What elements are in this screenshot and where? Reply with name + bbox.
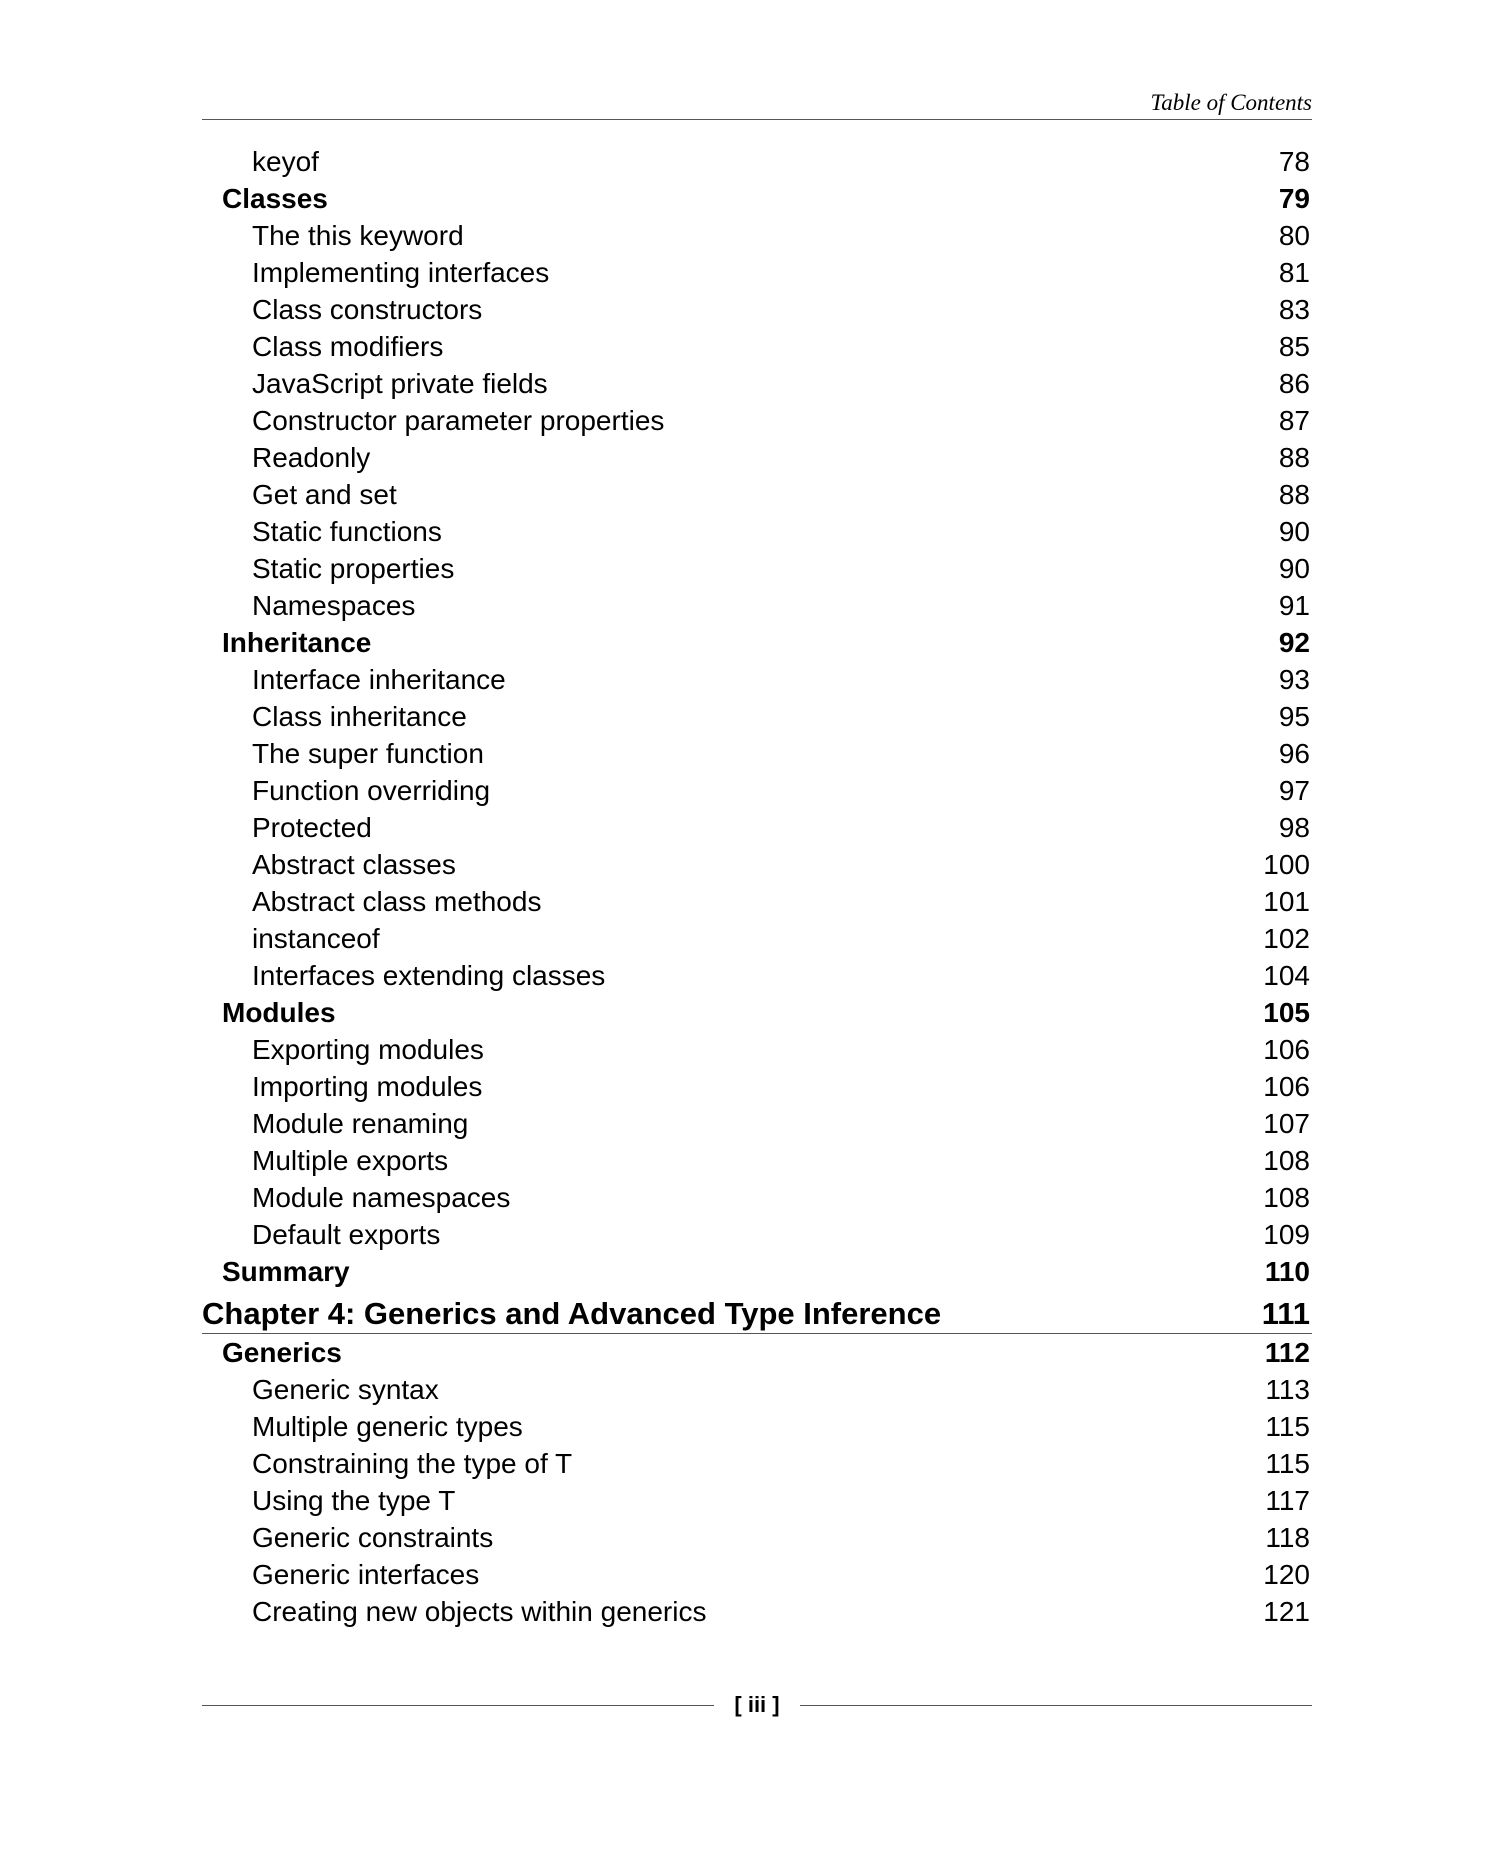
- toc-entry-page: 100: [1263, 849, 1310, 880]
- toc-entry-page: 113: [1265, 1374, 1310, 1405]
- toc-entry-title: Generic constraints: [252, 1522, 494, 1553]
- toc-entry-page: 101: [1263, 886, 1310, 917]
- page-number: [ iii ]: [734, 1692, 780, 1717]
- toc-chapter-entry[interactable]: [202, 1294, 1312, 1334]
- toc-entry-title: The super function: [252, 738, 484, 769]
- page-footer: [202, 1688, 1312, 1722]
- toc-entry-page: 107: [1263, 1108, 1310, 1139]
- toc-section-entry[interactable]: [202, 180, 1312, 217]
- toc-entry-title: Modules: [222, 997, 336, 1028]
- toc-subsection-entry[interactable]: [202, 143, 1312, 180]
- toc-entry-title: Module renaming: [252, 1108, 469, 1139]
- toc-subsection-entry[interactable]: [202, 661, 1312, 698]
- toc-subsection-entry[interactable]: [202, 809, 1312, 846]
- toc-subsection-entry[interactable]: [202, 1482, 1312, 1519]
- toc-entry-page: 90: [1278, 553, 1310, 584]
- toc-entry-page: 87: [1278, 405, 1310, 436]
- toc-subsection-entry[interactable]: [202, 1105, 1312, 1142]
- toc-subsection-entry[interactable]: [202, 1068, 1312, 1105]
- toc-entry-title: Namespaces: [252, 590, 416, 621]
- toc-entry-page: 85: [1278, 331, 1310, 362]
- toc-entry-page: 80: [1278, 220, 1310, 251]
- toc-subsection-entry[interactable]: [202, 883, 1312, 920]
- running-header: [202, 86, 1312, 120]
- toc-subsection-entry[interactable]: [202, 1142, 1312, 1179]
- toc-entry-page: 79: [1278, 183, 1310, 214]
- toc-entry-page: 92: [1278, 627, 1310, 658]
- toc-entry-title: Class modifiers: [252, 331, 444, 362]
- toc-entry-title: Interface inheritance: [252, 664, 506, 695]
- toc-entry-page: 115: [1265, 1411, 1310, 1442]
- toc-entry-title: Static functions: [252, 516, 442, 547]
- toc-entry-title: Inheritance: [222, 627, 372, 658]
- toc-entry-page: 115: [1265, 1448, 1310, 1479]
- toc-entry-title: Class inheritance: [252, 701, 467, 732]
- toc-entry-page: 96: [1278, 738, 1310, 769]
- footer-rule-right: [800, 1705, 1312, 1706]
- toc-subsection-entry[interactable]: [202, 1519, 1312, 1556]
- toc-entry-page: 95: [1278, 701, 1310, 732]
- toc-entry-page: 121: [1263, 1596, 1310, 1627]
- toc-subsection-entry[interactable]: [202, 254, 1312, 291]
- toc-subsection-entry[interactable]: [202, 698, 1312, 735]
- toc-entry-title: Generic interfaces: [252, 1559, 480, 1590]
- toc-entry-title: Exporting modules: [252, 1034, 484, 1065]
- running-header-title: Table of Contents: [1150, 90, 1312, 115]
- toc-entry-title: Class constructors: [252, 294, 483, 325]
- toc-entry-title: Importing modules: [252, 1071, 483, 1102]
- toc-entry-title: Constraining the type of T: [252, 1448, 573, 1479]
- toc-entry-title: Protected: [252, 812, 372, 843]
- toc-entry-title: Static properties: [252, 553, 455, 584]
- toc-entry-page: 108: [1263, 1182, 1310, 1213]
- toc-entry-title: Creating new objects within generics: [252, 1596, 707, 1627]
- table-of-contents: [202, 143, 1312, 1630]
- toc-subsection-entry[interactable]: [202, 1408, 1312, 1445]
- toc-entry-page: 97: [1278, 775, 1310, 806]
- toc-entry-title: keyof: [252, 146, 319, 177]
- toc-subsection-entry[interactable]: [202, 957, 1312, 994]
- toc-subsection-entry[interactable]: [202, 1371, 1312, 1408]
- toc-subsection-entry[interactable]: [202, 513, 1312, 550]
- toc-entry-page: 93: [1278, 664, 1310, 695]
- toc-entry-title: JavaScript private fields: [252, 368, 548, 399]
- toc-entry-page: 98: [1278, 812, 1310, 843]
- toc-entry-title: Generic syntax: [252, 1374, 439, 1405]
- toc-entry-title: Generics: [222, 1337, 342, 1368]
- toc-entry-page: 91: [1278, 590, 1310, 621]
- toc-entry-page: 112: [1264, 1337, 1310, 1368]
- toc-subsection-entry[interactable]: [202, 439, 1312, 476]
- toc-subsection-entry[interactable]: [202, 217, 1312, 254]
- toc-section-entry[interactable]: [202, 624, 1312, 661]
- toc-entry-title: Abstract classes: [252, 849, 456, 880]
- toc-entry-page: 102: [1263, 923, 1310, 954]
- toc-subsection-entry[interactable]: [202, 550, 1312, 587]
- toc-subsection-entry[interactable]: [202, 846, 1312, 883]
- toc-entry-page: 86: [1278, 368, 1310, 399]
- toc-entry-title: Using the type T: [252, 1485, 456, 1516]
- toc-entry-title: instanceof: [252, 923, 380, 954]
- toc-entry-page: 106: [1263, 1071, 1310, 1102]
- toc-entry-page: 88: [1278, 442, 1310, 473]
- toc-entry-title: Module namespaces: [252, 1182, 511, 1213]
- toc-subsection-entry[interactable]: [202, 1556, 1312, 1593]
- toc-subsection-entry[interactable]: [202, 920, 1312, 957]
- toc-entry-page: 111: [1261, 1296, 1310, 1331]
- toc-subsection-entry[interactable]: [202, 291, 1312, 328]
- toc-entry-page: 81: [1278, 257, 1310, 288]
- toc-entry-title: Get and set: [252, 479, 397, 510]
- toc-entry-page: 104: [1263, 960, 1310, 991]
- toc-entry-page: 106: [1263, 1034, 1310, 1065]
- toc-entry-title: Default exports: [252, 1219, 441, 1250]
- toc-entry-page: 110: [1264, 1256, 1310, 1287]
- toc-entry-title: Constructor parameter properties: [252, 405, 665, 436]
- toc-entry-title: Implementing interfaces: [252, 257, 550, 288]
- toc-subsection-entry[interactable]: [202, 402, 1312, 439]
- toc-entry-page: 90: [1278, 516, 1310, 547]
- toc-subsection-entry[interactable]: [202, 1445, 1312, 1482]
- toc-entry-page: 117: [1265, 1485, 1310, 1516]
- toc-entry-title: Summary: [222, 1256, 350, 1287]
- toc-entry-page: 83: [1278, 294, 1310, 325]
- toc-entry-title: Interfaces extending classes: [252, 960, 606, 991]
- toc-section-entry[interactable]: [202, 994, 1312, 1031]
- toc-subsection-entry[interactable]: [202, 365, 1312, 402]
- toc-entry-page: 120: [1263, 1559, 1310, 1590]
- toc-subsection-entry[interactable]: [202, 1031, 1312, 1068]
- toc-section-entry[interactable]: [202, 1334, 1312, 1371]
- toc-subsection-entry[interactable]: [202, 328, 1312, 365]
- toc-entry-title: Classes: [222, 183, 328, 214]
- toc-subsection-entry[interactable]: [202, 1216, 1312, 1253]
- toc-entry-title: Multiple exports: [252, 1145, 449, 1176]
- toc-section-entry[interactable]: [202, 1253, 1312, 1290]
- toc-subsection-entry[interactable]: [202, 587, 1312, 624]
- toc-entry-title: Chapter 4: Generics and Advanced Type Inference: [202, 1296, 942, 1331]
- toc-entry-page: 88: [1278, 479, 1310, 510]
- toc-entry-page: 78: [1278, 146, 1310, 177]
- toc-subsection-entry[interactable]: [202, 476, 1312, 513]
- toc-subsection-entry[interactable]: [202, 1179, 1312, 1216]
- toc-subsection-entry[interactable]: [202, 735, 1312, 772]
- toc-entry-page: 105: [1263, 997, 1310, 1028]
- toc-entry-title: Function overriding: [252, 775, 491, 806]
- toc-entry-page: 109: [1263, 1219, 1310, 1250]
- toc-entry-title: Multiple generic types: [252, 1411, 523, 1442]
- toc-entry-title: Readonly: [252, 442, 371, 473]
- toc-entry-page: 108: [1263, 1145, 1310, 1176]
- toc-subsection-entry[interactable]: [202, 1593, 1312, 1630]
- toc-entry-title: Abstract class methods: [252, 886, 542, 917]
- toc-subsection-entry[interactable]: [202, 772, 1312, 809]
- toc-entry-page: 118: [1265, 1522, 1310, 1553]
- toc-entry-title: The this keyword: [252, 220, 464, 251]
